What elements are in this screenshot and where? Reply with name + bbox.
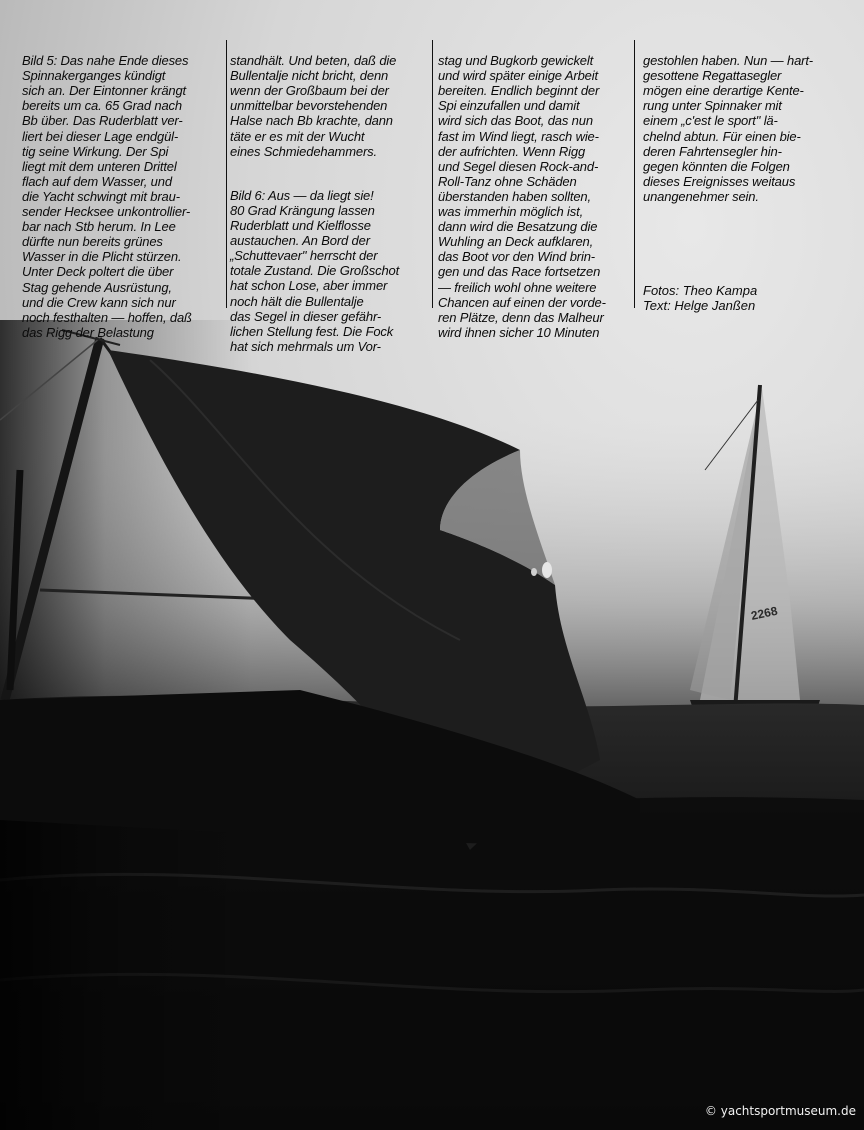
column-rule: [432, 40, 433, 308]
paragraph: standhält. Und beten, daß die Bullentalje nicht bricht, denn wenn der Großbaum bei der unmittelbar bevorstehenden Halse nach Bb krachte, dann täte er es mit der Wucht eines Schmiedehammers.: [230, 53, 397, 159]
credits: [643, 283, 757, 313]
article-column-3: [438, 38, 628, 369]
article-column-2: [230, 38, 425, 383]
column-rule: [226, 40, 227, 308]
copyright-notice: © yachtsportmuseum.de: [704, 1104, 856, 1118]
text-credit: Text: Helge Janßen: [643, 298, 756, 313]
photo-credit: Fotos: Theo Kampa: [643, 283, 758, 298]
caption-bild-6: Bild 6: Aus — da liegt sie! 80 Grad Krängung lassen Ruderblatt und Kielflosse austauchen. An Bord der „Schuttevaer" herrscht der totale Zustand. Die Großschot hat schon Lose, aber immer noch hält die Bullentalje das Segel in dieser gefähr- lichen Stellung fest. Die Fock hat sich mehrmals um Vor-: [230, 187, 400, 354]
background-sail-number: 2268: [749, 603, 779, 623]
paragraph: stag und Bugkorb gewickelt und wird später einige Arbeit bereiten. Endlich beginnt der Spi einzufallen und damit wird sich das Boot, das nun fast im Wind liegt, rasch wie- der aufrichten. Wenn Rigg und Segel diesen Rock-and- Roll-Tanz ohne Schäden überstanden haben sollten, was immerhin möglich ist, dann wird die Besatzung die Wuhling an Deck aufklaren, das Boot vor den Wind brin- gen und das Race fortsetzen — freilich wohl ohne weitere Chancen auf einen der vorde- ren Plätze, denn das Malheur wird ihnen sicher 10 Minuten: [438, 53, 606, 340]
caption-bild-5: Bild 5: Das nahe Ende dieses Spinnakerganges kündigt sich an. Der Eintonner krängt bereits um ca. 65 Grad nach Bb über. Das Ruderblatt ver- liert bei dieser Lage endgül- tig seine Wirkung. Der Spi liegt mit dem unteren Drittel flach auf dem Wasser, und die Yacht schwingt mit brau- sender Hecksee unkontrollier- bar nach Stb herum. In Lee dürfte nun bereits grünes Wasser in die Plicht stürzen. Unter Deck poltert die über Stag gehende Ausrüstung, und die Crew kann sich nur noch festhalten — hoffen, daß das Rigg der Belastung: [22, 53, 192, 340]
article-column-1: [22, 38, 222, 369]
article-column-4: [643, 38, 843, 233]
column-rule: [634, 40, 635, 308]
paragraph: gestohlen haben. Nun — hart- gesottene Regattasegler mögen eine derartige Kente- rung unter Spinnaker mit einem „c'est le sport" lä- chelnd abtun. Für einen bie- deren Fahrtensegler hin- gegen könnten die Folgen dieses Ereignisses weitaus unangenehmer sein.: [643, 53, 813, 204]
